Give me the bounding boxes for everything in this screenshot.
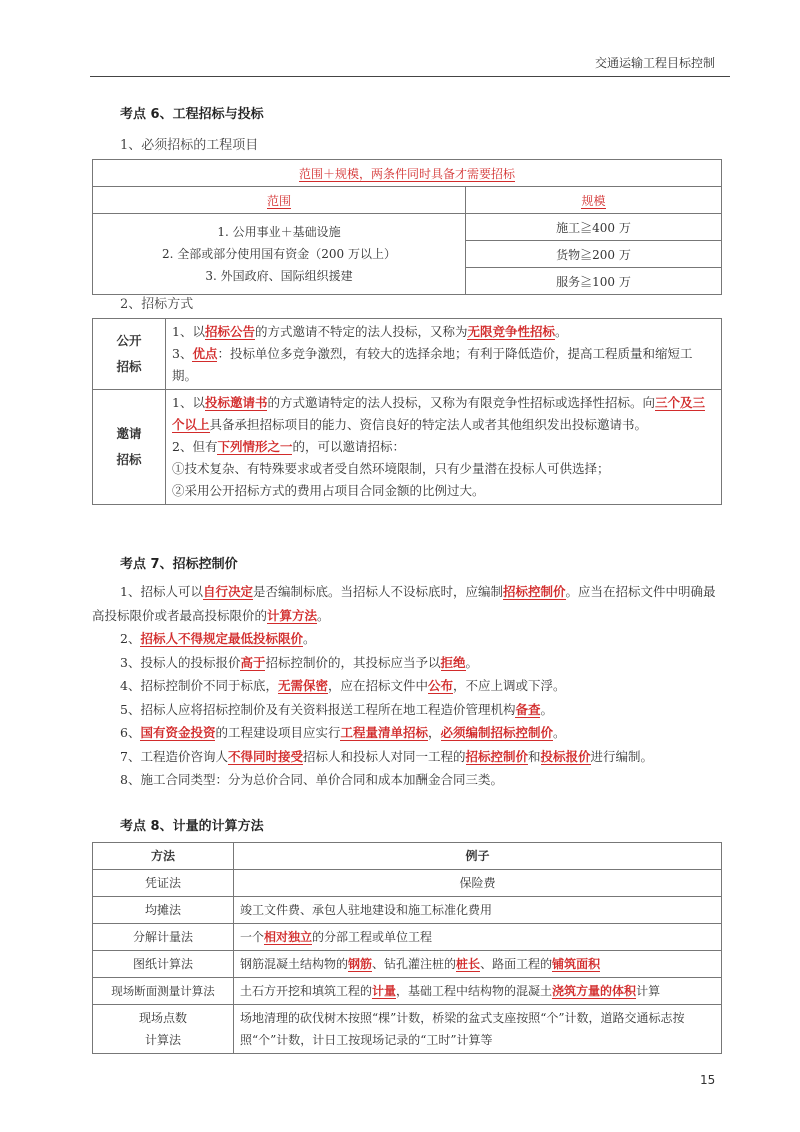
open-tender-label: 公开 招标 — [93, 319, 166, 390]
s7-paragraph: 6、国有资金投资的工程建设项目应实行工程量清单招标，必须编制招标控制价。 — [120, 725, 566, 740]
table-row: 分解计量法 一个相对独立的分部工程或单位工程 — [93, 924, 722, 951]
table1-scale-row: 服务≧100 万 — [466, 268, 722, 295]
section-6-sub2: 2、招标方式 — [120, 297, 194, 312]
s7-paragraph: 5、招标人应将招标控制价及有关资料报送工程所在地工程造价管理机构备查。 — [120, 701, 553, 717]
table-row: 图纸计算法 钢筋混凝土结构物的钢筋、钻孔灌注桩的桩长、路面工程的铺筑面积 — [93, 951, 722, 978]
table-row: 现场点数 计算法 场地清理的砍伐树木按照“棵”计数，桥梁的盆式支座按照“个”计数，道路交通标志按照“个”计数，计日工按现场记录的“工时”计算等 — [93, 1005, 722, 1054]
section-6-sub1: 1、必须招标的工程项目 — [120, 138, 259, 153]
header-title: 交通运输工程目标控制 — [595, 56, 716, 70]
table3-col-example: 例子 — [234, 843, 722, 870]
table1-scale-row: 施工≧400 万 — [466, 214, 722, 241]
mandatory-tender-table — [92, 159, 722, 295]
header-rule — [90, 76, 730, 77]
s7-paragraph: 2、招标人不得规定最低投标限价。 — [120, 631, 316, 646]
table1-scale-row: 货物≧200 万 — [466, 241, 722, 268]
section-7-heading: 考点 7、招标控制价 — [120, 557, 238, 572]
table3-col-method: 方法 — [93, 843, 234, 870]
s7-paragraph: 7、工程造价咨询人不得同时接受招标人和投标人对同一工程的招标控制价和投标报价进行编制。 — [120, 748, 654, 764]
table-row: 均摊法 竣工文件费、承包人驻地建设和施工标准化费用 — [93, 897, 722, 924]
section-6-heading: 考点 6、工程招标与投标 — [120, 107, 264, 122]
invite-tender-content: 1、以投标邀请书的方式邀请特定的法人投标，又称为有限竞争性招标或选择性招标。向三个及三个以上具备承担招标项目的能力、资信良好的特定法人或者其他组织发出投标邀请书。 2、但有下列情形之一的，可以邀请招标： ①技术复杂、有特殊要求或者受自然环境限制，只有少量潜在投标人可供选择； ②采用公开招标方式的费用占项目合同金额的比例过大。 — [166, 390, 722, 505]
section-7-body — [92, 580, 722, 792]
page-number: 15 — [700, 1073, 716, 1087]
s7-paragraph: 3、投标人的投标报价高于招标控制价的，其投标应当予以拒绝。 — [120, 654, 479, 670]
open-tender-content: 1、以招标公告的方式邀请不特定的法人投标，又称为无限竞争性招标。 3、优点：投标单位多竞争激烈，有较大的选择余地；有利于降低造价，提高工程质量和缩短工期。 — [166, 319, 722, 390]
tender-methods-table — [92, 318, 722, 505]
table1-banner: 范围＋规模，两条件同时具备才需要招标 — [93, 160, 722, 187]
table-row: 现场断面测量计算法 土石方开挖和填筑工程的计量，基础工程中结构物的混凝土浇筑方量的体积计算 — [93, 978, 722, 1005]
s7-paragraph: 1、招标人可以自行决定是否编制标底。当招标人不设标底时，应编制招标控制价。应当在招标文件中明确最高投标限价或者最高投标限价的计算方法。 — [92, 584, 716, 623]
measurement-methods-table — [92, 842, 722, 1054]
invite-tender-label: 邀请 招标 — [93, 390, 166, 505]
s7-paragraph: 4、招标控制价不同于标底，无需保密，应在招标文件中公布，不应上调或下浮。 — [120, 678, 566, 693]
table-row: 凭证法 保险费 — [93, 870, 722, 897]
s7-paragraph: 8、施工合同类型：分为总价合同、单价合同和成本加酬金合同三类。 — [120, 772, 503, 787]
section-8-heading: 考点 8、计量的计算方法 — [120, 819, 264, 834]
table1-col-scale: 规模 — [466, 187, 722, 214]
table1-scope-cell: 1. 公用事业＋基础设施 2. 全部或部分使用国有资金（200 万以上） 3. 外国政府、国际组织援建 — [93, 214, 466, 295]
table1-col-scope: 范围 — [93, 187, 466, 214]
